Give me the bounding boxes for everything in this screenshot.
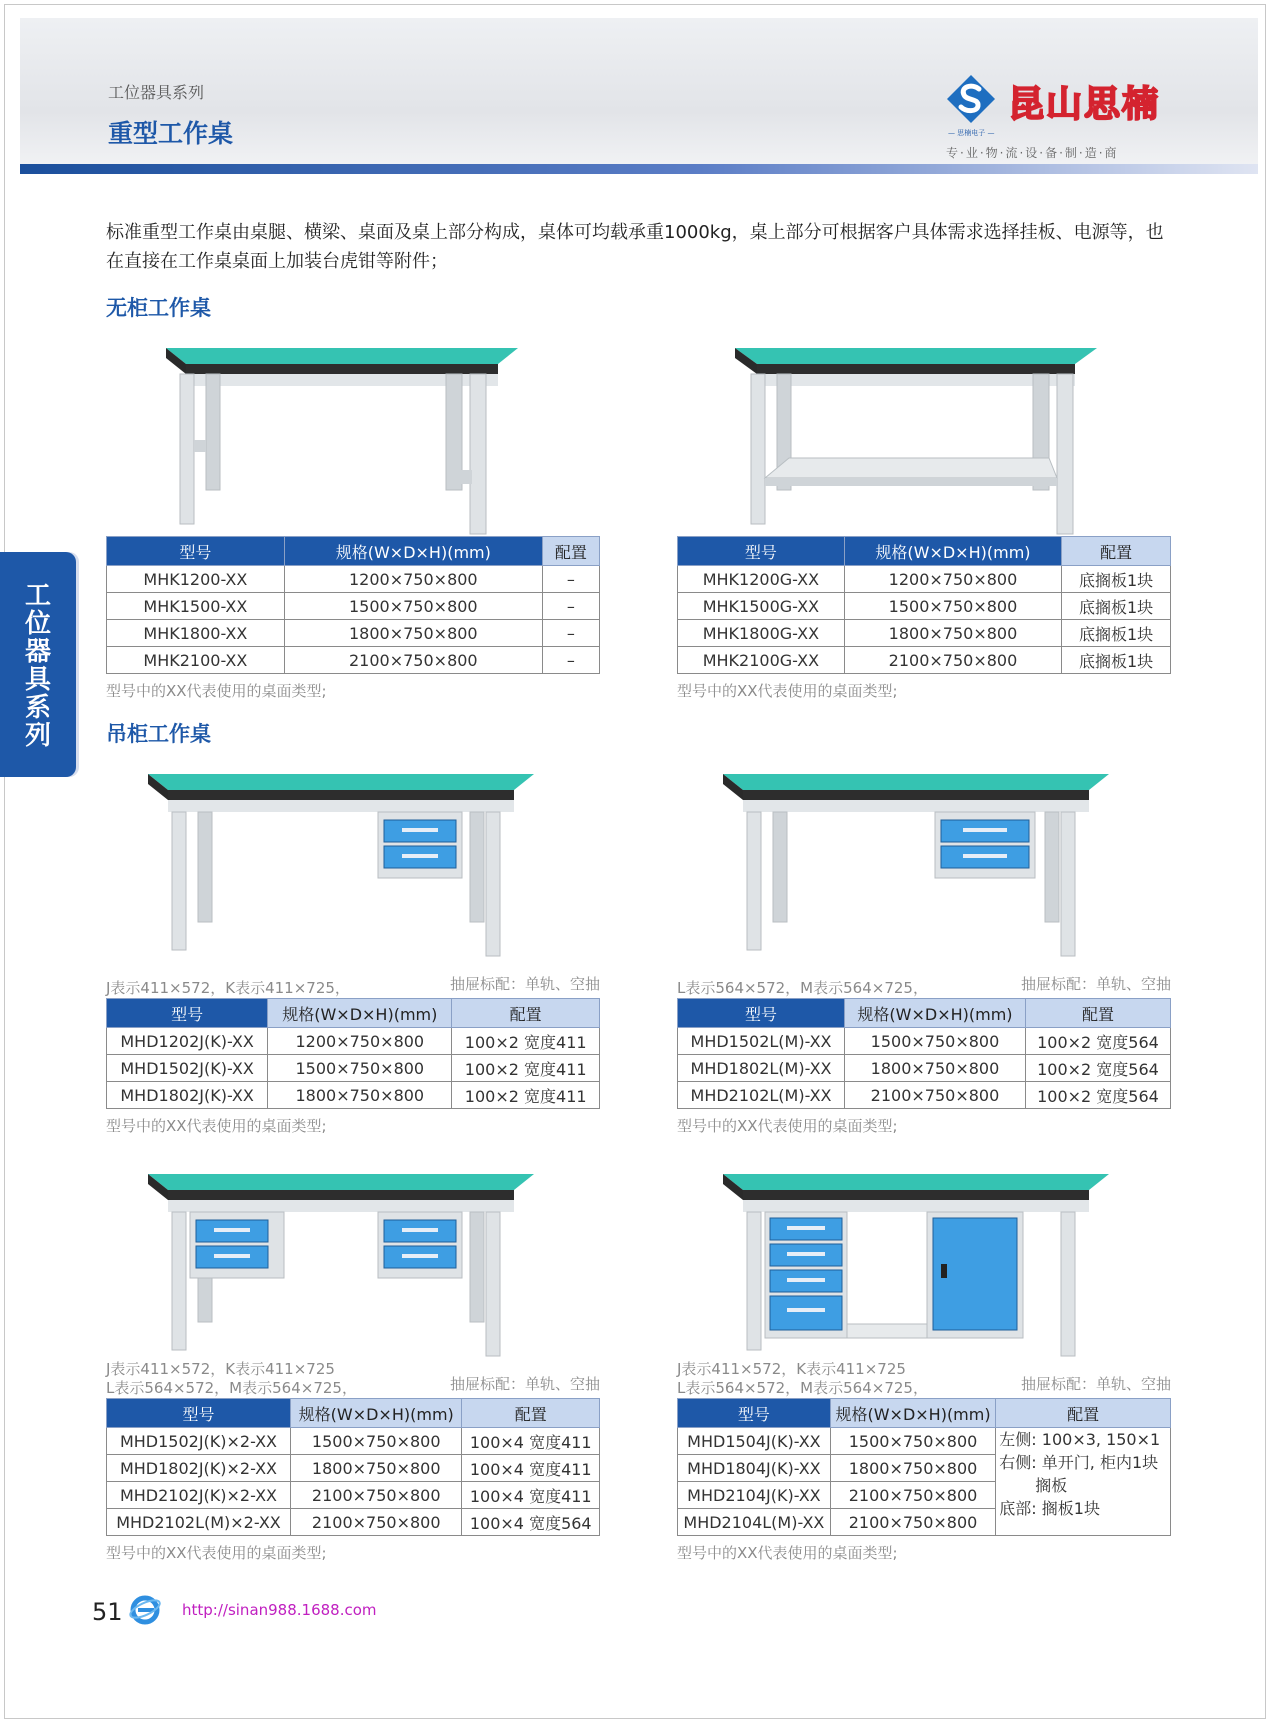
table-row — [107, 1509, 600, 1536]
drawer-standard-note: 抽屉标配：单轨、空抽 — [449, 1375, 600, 1393]
col-spec: 规格(W×D×H)(mm) — [268, 999, 452, 1028]
table-row — [107, 1082, 600, 1109]
cell-config: – — [542, 566, 599, 593]
col-config: 配置 — [1062, 537, 1171, 566]
spec-table — [106, 536, 600, 674]
col-spec: 规格(W×D×H)(mm) — [844, 537, 1061, 566]
product-mhd-cabinet — [677, 1162, 1171, 1563]
table-row — [107, 1428, 600, 1455]
drawer-standard-note: 抽屉标配：单轨、空抽 — [1020, 1375, 1171, 1393]
table-note: 型号中的XX代表使用的桌面类型; — [106, 682, 327, 700]
cell-spec: 1800×750×800 — [844, 620, 1061, 647]
size-code-note-j: J表示411×572，K表示411×725 — [106, 1360, 335, 1378]
config-line-bottom: 底部: 搁板1块 — [999, 1499, 1100, 1518]
cell-model: MHD1502J(K)×2-XX — [107, 1428, 291, 1455]
col-model: 型号 — [678, 537, 845, 566]
product-mhd-l — [677, 762, 1171, 1136]
cell-config: 100×4 宽度564 — [462, 1509, 600, 1536]
col-config: 配置 — [462, 1399, 600, 1428]
product-image — [677, 330, 1171, 536]
col-config: 配置 — [996, 1399, 1171, 1428]
cell-spec: 1500×750×800 — [268, 1055, 452, 1082]
cell-model: MHK1200-XX — [107, 566, 285, 593]
cell-config: 100×4 宽度411 — [462, 1482, 600, 1509]
cell-spec: 2100×750×800 — [290, 1482, 462, 1509]
cell-model: MHK2100-XX — [107, 647, 285, 674]
section-title-no-cabinet: 无柜工作桌 — [106, 296, 211, 320]
cell-spec: 1800×750×800 — [268, 1082, 452, 1109]
table-prefix-notes — [106, 1358, 600, 1398]
col-config: 配置 — [452, 999, 600, 1028]
cell-model: MHK1800-XX — [107, 620, 285, 647]
cell-model: MHK1200G-XX — [678, 566, 845, 593]
table-note: 型号中的XX代表使用的桌面类型; — [106, 1117, 327, 1135]
config-line-left: 左侧: 100×3, 150×1 — [999, 1430, 1161, 1449]
logo-s-icon — [946, 74, 996, 124]
cell-config: 底搁板1块 — [1062, 647, 1171, 674]
cell-spec: 1500×750×800 — [290, 1428, 462, 1455]
table-row — [107, 1482, 600, 1509]
product-image — [106, 762, 600, 958]
col-model: 型号 — [107, 1399, 291, 1428]
size-code-note-l: L表示564×572，M表示564×725， — [677, 1379, 928, 1397]
cell-config: – — [542, 647, 599, 674]
cell-spec: 1800×750×800 — [845, 1055, 1026, 1082]
size-code-note: J表示411×572，K表示411×725， — [106, 979, 350, 997]
table-prefix-notes — [677, 958, 1171, 998]
cell-spec: 1200×750×800 — [268, 1028, 452, 1055]
col-spec: 规格(W×D×H)(mm) — [830, 1399, 996, 1428]
side-tab — [0, 552, 76, 777]
cell-config: – — [542, 593, 599, 620]
cell-config: 100×4 宽度411 — [462, 1428, 600, 1455]
spec-table — [106, 1398, 600, 1536]
cell-spec: 1200×750×800 — [284, 566, 542, 593]
cell-model: MHD1504J(K)-XX — [678, 1428, 831, 1455]
table-note: 型号中的XX代表使用的桌面类型; — [677, 1544, 898, 1562]
workbench-double-drawer-illustration — [106, 1162, 600, 1358]
cell-config: 100×2 宽度564 — [1025, 1055, 1170, 1082]
table-prefix-notes — [677, 1358, 1171, 1398]
footer-url-link[interactable]: http://sinan988.1688.com — [182, 1601, 377, 1619]
cell-spec: 2100×750×800 — [845, 1082, 1026, 1109]
cell-config: 100×2 宽度411 — [452, 1055, 600, 1082]
product-image — [677, 762, 1171, 958]
cell-config: 底搁板1块 — [1062, 566, 1171, 593]
cell-spec: 1500×750×800 — [845, 1028, 1026, 1055]
product-mhd-j — [106, 762, 600, 1136]
table-row — [107, 1055, 600, 1082]
spec-table — [677, 998, 1171, 1109]
product-image — [106, 330, 600, 536]
col-model: 型号 — [678, 1399, 831, 1428]
cell-spec: 2100×750×800 — [830, 1482, 996, 1509]
col-config: 配置 — [542, 537, 599, 566]
cell-config-merged — [996, 1428, 1171, 1536]
product-mhk — [106, 330, 600, 701]
cell-spec: 2100×750×800 — [844, 647, 1061, 674]
size-code-note-l: L表示564×572，M表示564×725， — [106, 1379, 357, 1397]
col-model: 型号 — [107, 999, 268, 1028]
cell-model: MHD1802L(M)-XX — [678, 1055, 845, 1082]
col-model: 型号 — [107, 537, 285, 566]
page-title: 重型工作桌 — [108, 119, 234, 148]
cell-spec: 1500×750×800 — [844, 593, 1061, 620]
cell-model: MHK1500-XX — [107, 593, 285, 620]
cell-model: MHD2102J(K)×2-XX — [107, 1482, 291, 1509]
col-config: 配置 — [1025, 999, 1170, 1028]
table-row — [107, 1455, 600, 1482]
page-number: 51 — [92, 1598, 123, 1626]
logo-slogan: 专·业·物·流·设·备·制·造·商 — [946, 146, 1119, 160]
cell-model: MHD1202J(K)-XX — [107, 1028, 268, 1055]
table-row — [678, 1428, 1171, 1455]
product-image — [677, 1162, 1171, 1358]
col-model: 型号 — [678, 999, 845, 1028]
table-row — [107, 593, 600, 620]
cell-spec: 2100×750×800 — [284, 647, 542, 674]
side-tab-text: 工位器具系列 — [24, 581, 51, 751]
table-row — [678, 620, 1171, 647]
cell-config: 100×2 宽度564 — [1025, 1082, 1170, 1109]
cell-model: MHK2100G-XX — [678, 647, 845, 674]
table-note: 型号中的XX代表使用的桌面类型; — [677, 1117, 898, 1135]
cell-spec: 2100×750×800 — [290, 1509, 462, 1536]
company-logo — [940, 70, 1188, 160]
cell-model: MHD2102L(M)-XX — [678, 1082, 845, 1109]
cell-model: MHD2104L(M)-XX — [678, 1509, 831, 1536]
size-code-note: L表示564×572，M表示564×725， — [677, 979, 928, 997]
cell-model: MHK1800G-XX — [678, 620, 845, 647]
workbench-drawer-illustration — [106, 762, 600, 958]
table-row — [678, 1028, 1171, 1055]
product-mhk-g — [677, 330, 1171, 701]
spec-table — [677, 1398, 1171, 1536]
product-image — [106, 1162, 600, 1358]
drawer-standard-note: 抽屉标配：单轨、空抽 — [449, 975, 600, 993]
config-line-shelf: 搁板 — [1035, 1476, 1068, 1495]
table-row — [107, 647, 600, 674]
table-row — [107, 620, 600, 647]
spec-table — [106, 998, 600, 1109]
cell-model: MHD1804J(K)-XX — [678, 1455, 831, 1482]
table-row — [107, 566, 600, 593]
table-note: 型号中的XX代表使用的桌面类型; — [106, 1544, 327, 1562]
cell-config: 100×4 宽度411 — [462, 1455, 600, 1482]
product-mhd-double — [106, 1162, 600, 1563]
size-code-note-j: J表示411×572，K表示411×725 — [677, 1360, 906, 1378]
cell-config: 底搁板1块 — [1062, 620, 1171, 647]
cell-model: MHD1502L(M)-XX — [678, 1028, 845, 1055]
workbench-shelf-illustration — [677, 330, 1171, 536]
config-line-right: 右侧: 单开门, 柜内1块 — [999, 1453, 1159, 1472]
cell-spec: 2100×750×800 — [830, 1509, 996, 1536]
workbench-illustration — [106, 330, 600, 536]
series-label: 工位器具系列 — [108, 83, 205, 102]
col-spec: 规格(W×D×H)(mm) — [290, 1399, 462, 1428]
intro-paragraph: 标准重型工作桌由桌腿、横梁、桌面及桌上部分构成，桌体可均载承重1000kg，桌上部分可根据客户具体需求选择挂板、电源等，也在直接在工作桌桌面上加装台虎钳等附件； — [106, 222, 1164, 272]
cell-spec: 1200×750×800 — [844, 566, 1061, 593]
table-row — [678, 1055, 1171, 1082]
table-row — [107, 1028, 600, 1055]
cell-model: MHD1802J(K)×2-XX — [107, 1455, 291, 1482]
table-row — [678, 647, 1171, 674]
section-title-hanging-cabinet: 吊柜工作桌 — [106, 722, 211, 746]
cell-spec: 1800×750×800 — [830, 1455, 996, 1482]
cell-spec: 1800×750×800 — [284, 620, 542, 647]
cell-config: 100×2 宽度411 — [452, 1028, 600, 1055]
cell-config: – — [542, 620, 599, 647]
logo-subtitle: — 思楠电子 — — [948, 129, 995, 137]
header-accent-bar — [20, 164, 1258, 174]
workbench-drawer-illustration — [677, 762, 1171, 958]
col-spec: 规格(W×D×H)(mm) — [284, 537, 542, 566]
cell-config: 底搁板1块 — [1062, 593, 1171, 620]
workbench-cabinet-illustration — [677, 1162, 1171, 1358]
cell-model: MHK1500G-XX — [678, 593, 845, 620]
drawer-standard-note: 抽屉标配：单轨、空抽 — [1020, 975, 1171, 993]
cell-config: 100×2 宽度411 — [452, 1082, 600, 1109]
cell-model: MHD1802J(K)-XX — [107, 1082, 268, 1109]
cell-config: 100×2 宽度564 — [1025, 1028, 1170, 1055]
table-note: 型号中的XX代表使用的桌面类型; — [677, 682, 898, 700]
cell-model: MHD2102L(M)×2-XX — [107, 1509, 291, 1536]
table-row — [678, 593, 1171, 620]
table-row — [678, 1082, 1171, 1109]
cell-spec: 1500×750×800 — [284, 593, 542, 620]
logo-name: 昆山思楠 — [1008, 84, 1161, 125]
cell-spec: 1800×750×800 — [290, 1455, 462, 1482]
table-prefix-notes — [106, 958, 600, 998]
table-row — [678, 566, 1171, 593]
col-spec: 规格(W×D×H)(mm) — [845, 999, 1026, 1028]
cell-model: MHD2104J(K)-XX — [678, 1482, 831, 1509]
spec-table — [677, 536, 1171, 674]
cell-spec: 1500×750×800 — [830, 1428, 996, 1455]
browser-e-icon — [128, 1592, 162, 1626]
cell-model: MHD1502J(K)-XX — [107, 1055, 268, 1082]
